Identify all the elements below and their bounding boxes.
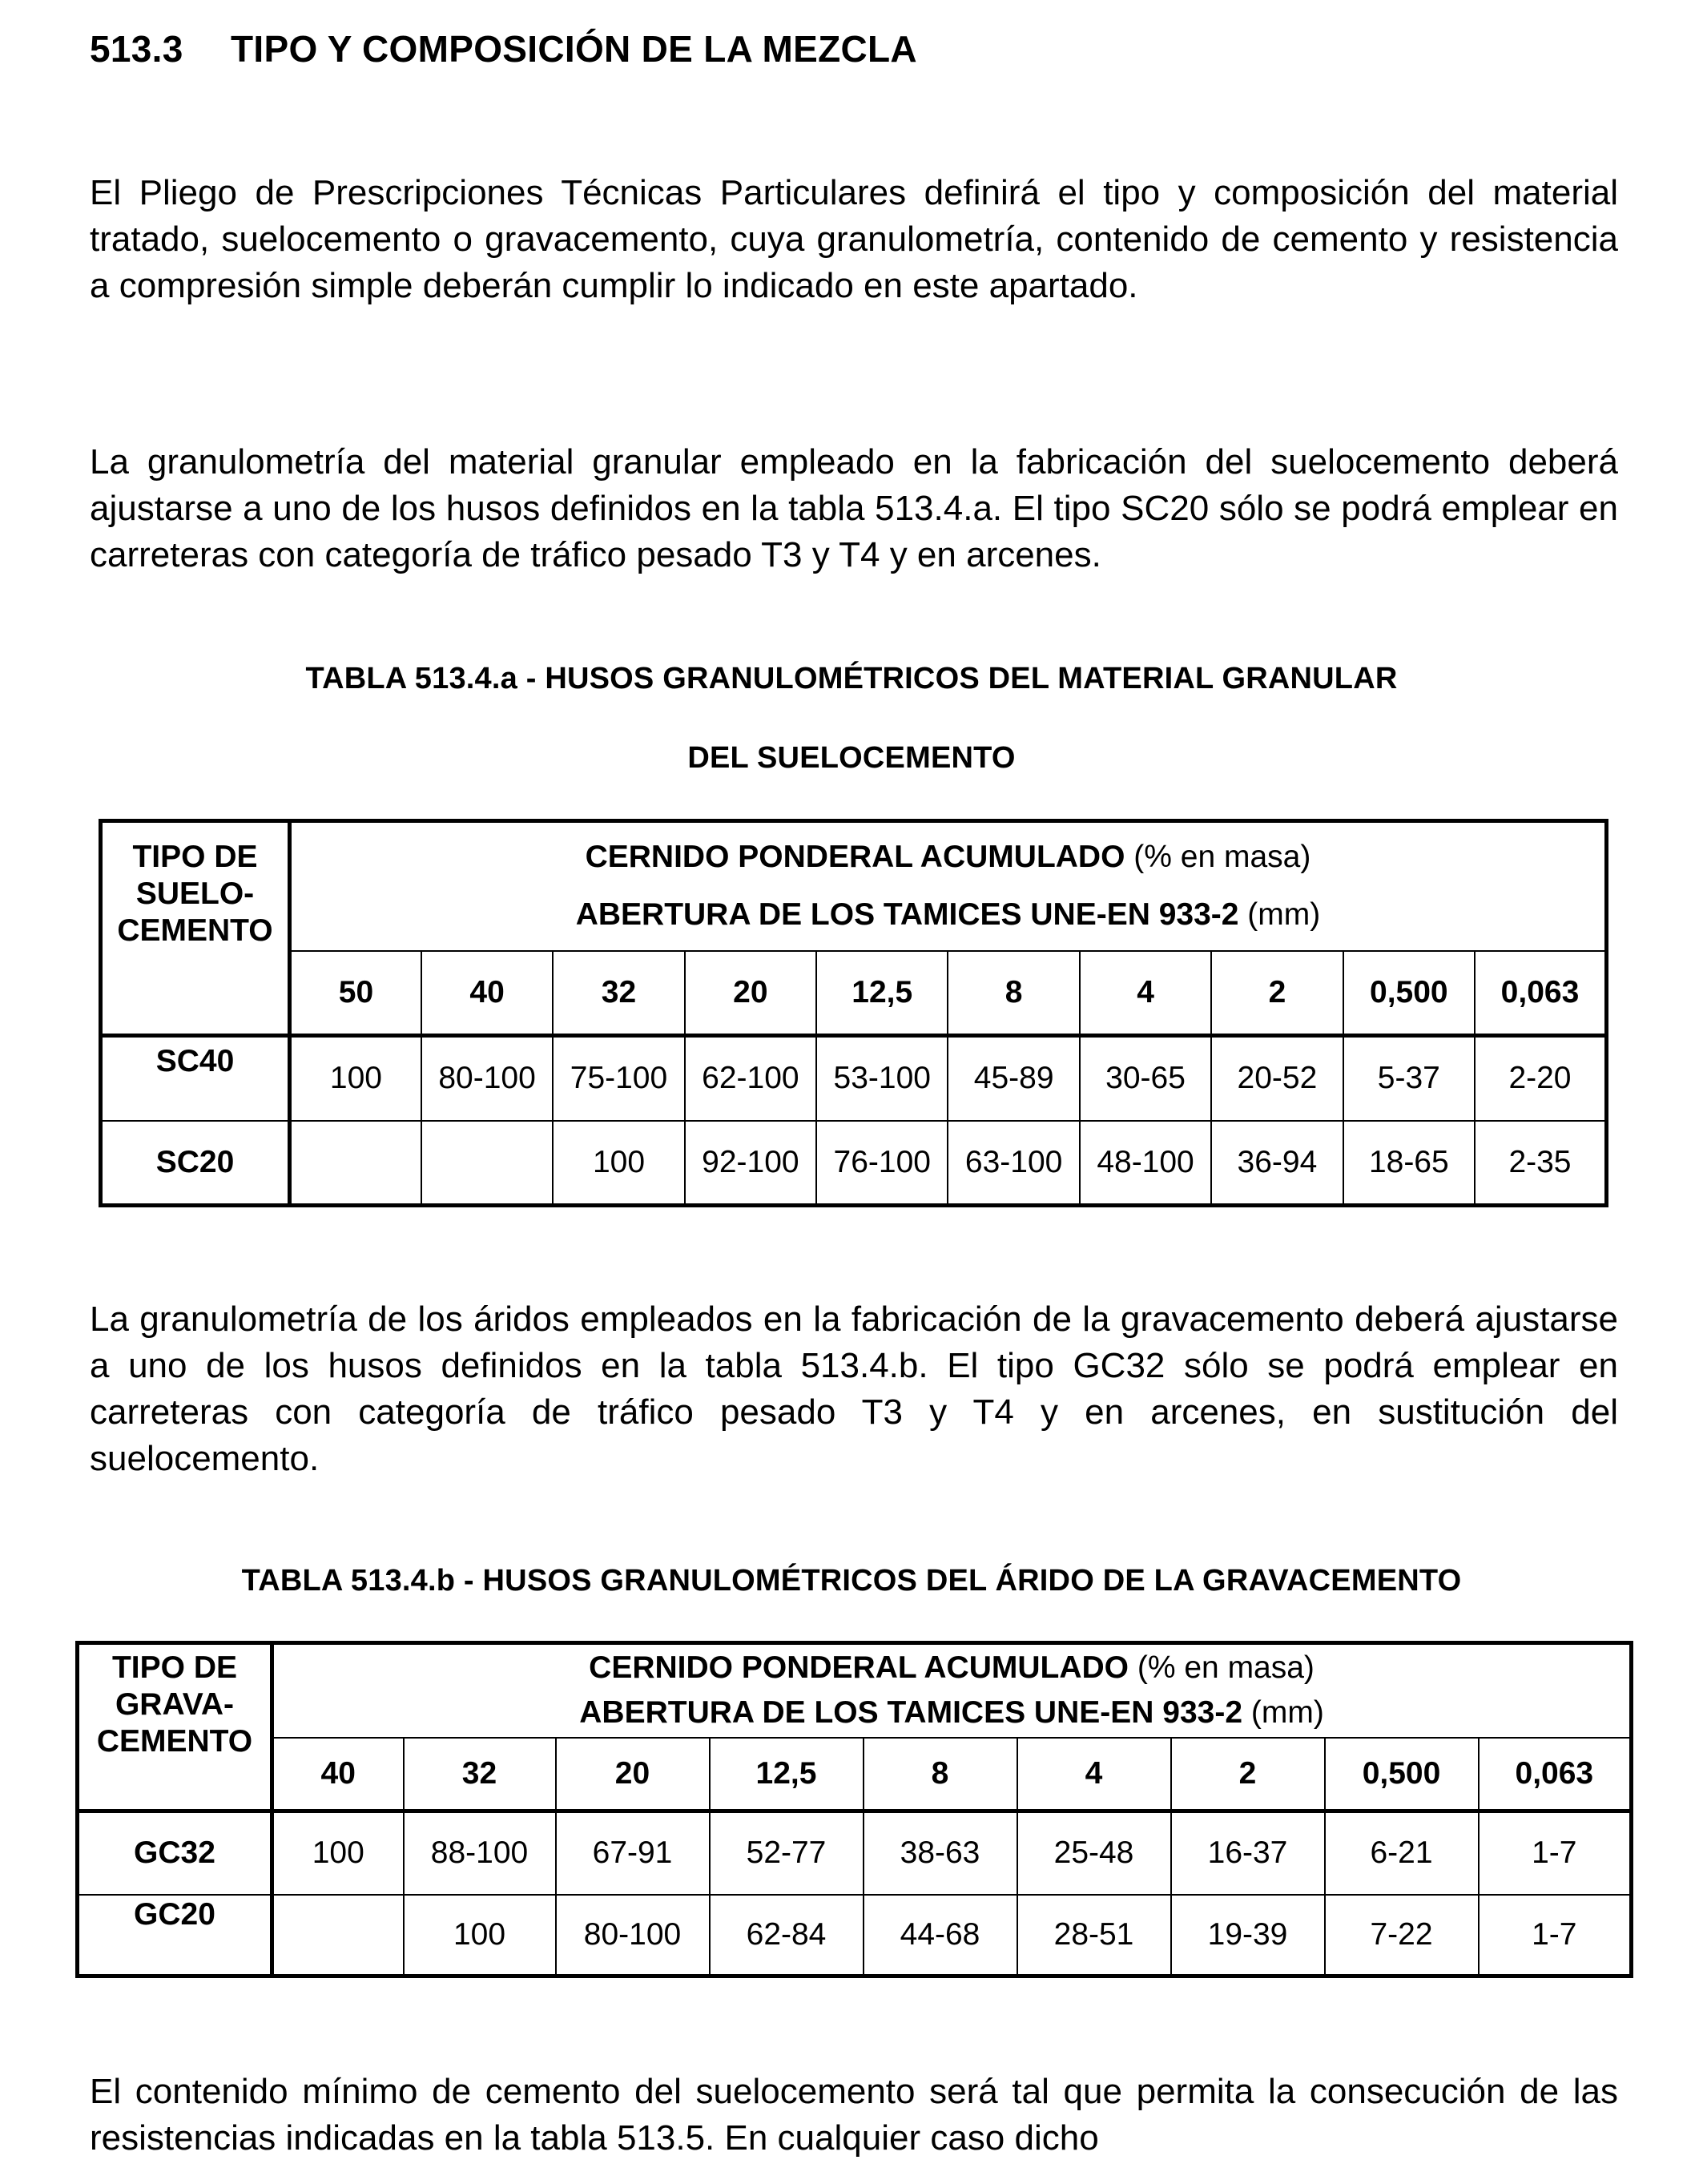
type-header-line: CEMENTO: [117, 913, 273, 948]
table-cell: 75-100: [553, 1036, 684, 1121]
table-cell: 44-68: [864, 1895, 1017, 1976]
table-cell: 100: [553, 1121, 684, 1206]
header-passing-label: CERNIDO PONDERAL ACUMULADO: [589, 1650, 1129, 1686]
header-sieve-label: ABERTURA DE LOS TAMICES UNE-EN 933-2: [575, 897, 1239, 933]
table-cell: 1-7: [1479, 1811, 1632, 1895]
table-cell: 80-100: [421, 1036, 553, 1121]
header-sieve-unit: (mm): [1242, 1695, 1324, 1731]
sieve-size-header: 20: [685, 951, 816, 1036]
table-row: [101, 1036, 1607, 1121]
sieve-size-header: 4: [1080, 951, 1211, 1036]
sieve-group-header: [290, 821, 1607, 951]
table-a-caption-line1: TABLA 513.4.a - HUSOS GRANULOMÉTRICOS DEL MATERIAL GRANULAR: [305, 662, 1398, 695]
table-cell: [421, 1121, 553, 1206]
table-cell: 100: [272, 1811, 404, 1895]
table-cell: 100: [404, 1895, 556, 1976]
header-sieve-label: ABERTURA DE LOS TAMICES UNE-EN 933-2: [579, 1695, 1243, 1731]
type-header-line: TIPO DE: [111, 1650, 238, 1685]
row-label: SC40: [101, 1036, 290, 1121]
table-b-caption: TABLA 513.4.b - HUSOS GRANULOMÉTRICOS DEL ÁRIDO DE LA GRAVACEMENTO: [241, 1564, 1462, 1598]
type-header-line: GRAVA-: [115, 1687, 235, 1722]
table-cell: 28-51: [1017, 1895, 1171, 1976]
type-header-line: TIPO DE: [132, 840, 258, 874]
header-passing-unit: (% en masa): [1125, 840, 1311, 875]
table-cell: 2-20: [1475, 1036, 1606, 1121]
sieve-size-header: 0,063: [1475, 951, 1606, 1036]
table-cell: 25-48: [1017, 1811, 1171, 1895]
table-gravacemento-gradation: [75, 1641, 1633, 1978]
table-cell: 45-89: [948, 1036, 1079, 1121]
type-header-line: CEMENTO: [96, 1724, 253, 1759]
table-cell: 76-100: [816, 1121, 948, 1206]
table-cell: 38-63: [864, 1811, 1017, 1895]
table-cell: 92-100: [685, 1121, 816, 1206]
sieve-size-header: 0,500: [1343, 951, 1475, 1036]
table-cell: 48-100: [1080, 1121, 1211, 1206]
sieve-size-header: 32: [553, 951, 684, 1036]
table-cell: 20-52: [1211, 1036, 1343, 1121]
table-cell: 1-7: [1479, 1895, 1632, 1976]
table-a-caption-line2: DEL SUELOCEMENTO: [687, 741, 1016, 775]
type-header-line: SUELO-: [135, 876, 255, 911]
section-heading: [90, 27, 917, 71]
paragraph-intro: El Pliego de Prescripciones Técnicas Particulares definirá el tipo y composición del material tratado, suelocemento o gravacemento, cuya granulometría, contenido de cemento y resistencia a compresión simple deberán cumplir lo indicado en este apartado.: [90, 173, 1618, 305]
table-row: [101, 1121, 1607, 1206]
sieve-size-header: 32: [404, 1738, 556, 1811]
header-passing-label: CERNIDO PONDERAL ACUMULADO: [585, 840, 1125, 875]
table-cell: 53-100: [816, 1036, 948, 1121]
sieve-size-header: 20: [556, 1738, 710, 1811]
sieve-size-header: 2: [1211, 951, 1343, 1036]
table-cell: 80-100: [556, 1895, 710, 1976]
table-cell: 7-22: [1325, 1895, 1479, 1976]
type-header-cell: [101, 821, 290, 1036]
table-cell: [290, 1121, 421, 1206]
table-cell: 88-100: [404, 1811, 556, 1895]
paragraph-gravacemento: La granulometría de los áridos empleados en la fabricación de la gravacemento deberá ajustarse a uno de los husos definidos en la tabla 513.4.b. El tipo GC32 sólo se podrá emplear en carreteras con categoría de tráfico pesado T3 y T4 y en arcenes, en sustitución del suelocemento.: [90, 1300, 1618, 1478]
table-cell: 19-39: [1171, 1895, 1325, 1976]
sieve-size-header: 0,500: [1325, 1738, 1479, 1811]
header-sieve-unit: (mm): [1238, 897, 1321, 933]
table-cell: 52-77: [710, 1811, 864, 1895]
sieve-size-header: 8: [948, 951, 1079, 1036]
sieve-size-header: 0,063: [1479, 1738, 1632, 1811]
table-cell: 36-94: [1211, 1121, 1343, 1206]
table-cell: 16-37: [1171, 1811, 1325, 1895]
table-cell: 67-91: [556, 1811, 710, 1895]
sieve-group-header: [272, 1643, 1632, 1738]
table-cell: 30-65: [1080, 1036, 1211, 1121]
row-label: GC20: [78, 1895, 272, 1976]
table-cell: [272, 1895, 404, 1976]
sieve-size-header: 50: [290, 951, 421, 1036]
table-cell: 100: [290, 1036, 421, 1121]
sieve-size-header: 12,5: [816, 951, 948, 1036]
table-cell: 62-100: [685, 1036, 816, 1121]
table-row: [78, 1811, 1632, 1895]
section-title: TIPO Y COMPOSICIÓN DE LA MEZCLA: [231, 28, 917, 70]
table-cell: 62-84: [710, 1895, 864, 1976]
table-cell: 6-21: [1325, 1811, 1479, 1895]
paragraph-cement-content: El contenido mínimo de cemento del suelocemento será tal que permita la consecución de las resistencias indicadas en la tabla 513.5. En cualquier caso dicho: [90, 2072, 1618, 2158]
sieve-size-header: 40: [272, 1738, 404, 1811]
row-label: SC20: [101, 1121, 290, 1206]
section-number: 513.3: [90, 28, 183, 70]
row-label: GC32: [78, 1811, 272, 1895]
header-passing-unit: (% en masa): [1129, 1650, 1314, 1686]
sieve-size-header: 40: [421, 951, 553, 1036]
sieve-size-header: 2: [1171, 1738, 1325, 1811]
table-cell: 63-100: [948, 1121, 1079, 1206]
table-cell: 2-35: [1475, 1121, 1606, 1206]
type-header-cell: [78, 1643, 272, 1811]
table-suelocemento-gradation: [99, 819, 1608, 1207]
table-row: [78, 1895, 1632, 1976]
table-cell: 18-65: [1343, 1121, 1475, 1206]
sieve-size-header: 4: [1017, 1738, 1171, 1811]
paragraph-suelocemento: La granulometría del material granular empleado en la fabricación del suelocemento deberá ajustarse a uno de los husos definidos en la tabla 513.4.a. El tipo SC20 sólo se podrá emplear en carreteras con categoría de tráfico pesado T3 y T4 y en arcenes.: [90, 442, 1618, 574]
sieve-size-header: 8: [864, 1738, 1017, 1811]
sieve-size-header: 12,5: [710, 1738, 864, 1811]
table-cell: 5-37: [1343, 1036, 1475, 1121]
